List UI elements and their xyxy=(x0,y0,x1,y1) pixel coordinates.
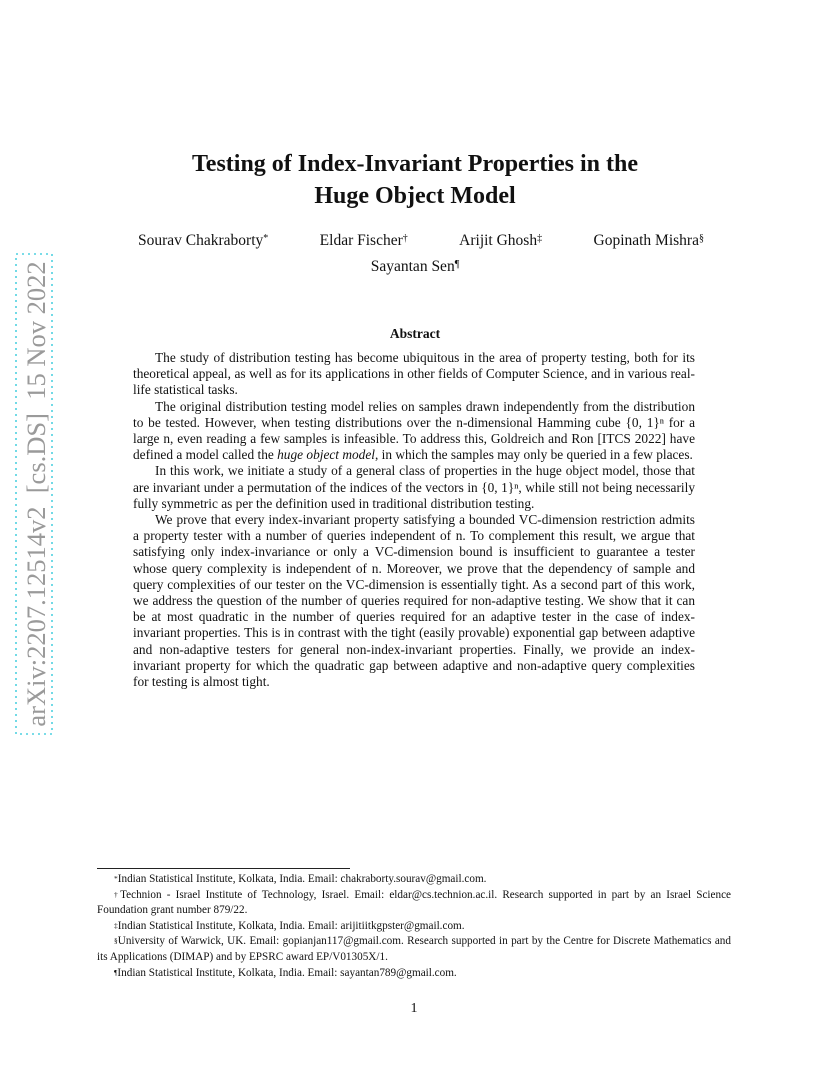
author-list xyxy=(100,228,730,280)
abstract-paragraph: We prove that every index-invariant property satisfying a bounded VC-dimension restriction admits a property tester with a number of queries independent of n. To complement this result, we argue that satisfying only index-invariance or only a VC-dimension bound is insufficient to guarantee a tester whose query complexity is independent of n. Moreover, we prove that the dependency of sample and query complexities of our tester on the VC-dimension is essentially tight. As a second part of this work, we address the question of the number of queries required for non-adaptive testing. We show that it can be at most quadratic in the number of queries required for an adaptive tester in the case of index-invariant properties. This is in contrast with the tight (easily provable) exponential gap between adaptive and non-adaptive testers for general non-index-invariant properties. Finally, we provide an index-invariant property for which the quadratic gap between adaptive and non-adaptive query complexities for testing is almost tight. xyxy=(133,512,695,690)
page-number: 1 xyxy=(410,1001,418,1016)
footnote: ‡Indian Statistical Institute, Kolkata, India. Email: arijitiitkgpster@gmail.com. xyxy=(114,919,465,932)
author: Sayantan Sen¶ xyxy=(370,258,460,275)
footnote: *Indian Statistical Institute, Kolkata, India. Email: chakraborty.sourav@gmail.com. xyxy=(114,873,487,885)
title-line-2: Huge Object Model xyxy=(314,183,516,209)
author: Arijit Ghosh‡ xyxy=(459,232,543,249)
abstract-body xyxy=(133,350,695,690)
footnote: ¶Indian Statistical Institute, Kolkata, India. Email: sayantan789@gmail.com. xyxy=(114,966,457,979)
abstract-heading: Abstract xyxy=(389,326,441,341)
arxiv-id-text: arXiv:2207.12514v2 [cs.DS] 15 Nov 2022 xyxy=(21,261,51,727)
abstract-paragraph: The study of distribution testing has become ubiquitous in the area of property testing, both for its theoretical appeal, as well as for its applications in other fields of Computer Science, and in various real-life statistical tasks. xyxy=(133,350,695,398)
footnote: §University of Warwick, UK. Email: gopianjan117@gmail.com. Research supported in part by the Centre for Discrete Mathematics and its Applications (DIMAP) and by EPSRC award EP/V01305X/1. xyxy=(97,935,731,963)
abstract-paragraph: In this work, we initiate a study of a general class of properties in the huge object model, those that are invariant under a permutation of the indices of the vectors in {0, 1}ⁿ, while still not being necessarily fully symmetric as per the definition used in traditional distribution testing. xyxy=(133,463,695,511)
author: Eldar Fischer† xyxy=(319,232,408,249)
footnote: †Technion - Israel Institute of Technology, Israel. Email: eldar@cs.technion.ac.il. Research supported in part by an Israel Science Foundation grant number 879/22. xyxy=(97,888,732,917)
abstract-paragraph: The original distribution testing model relies on samples drawn independently from the distribution to be tested. However, when testing distributions over the n-dimensional Hamming cube {0, 1}ⁿ for a large n, even reading a few samples is infeasible. To address this, Goldreich and Ron [ITCS 2022] have defined a model called the huge object model, in which the samples may only be queried in a few places. xyxy=(133,398,695,463)
arxiv-identifier-stamp xyxy=(14,252,54,736)
author: Gopinath Mishra§ xyxy=(593,232,704,249)
emphasis: huge object model xyxy=(277,447,375,463)
author: Sourav Chakraborty* xyxy=(138,232,269,249)
footnotes xyxy=(97,872,731,981)
title-line-1: Testing of Index-Invariant Properties in the xyxy=(191,151,638,177)
footnote-rule xyxy=(97,868,350,869)
paper-title xyxy=(100,148,730,212)
